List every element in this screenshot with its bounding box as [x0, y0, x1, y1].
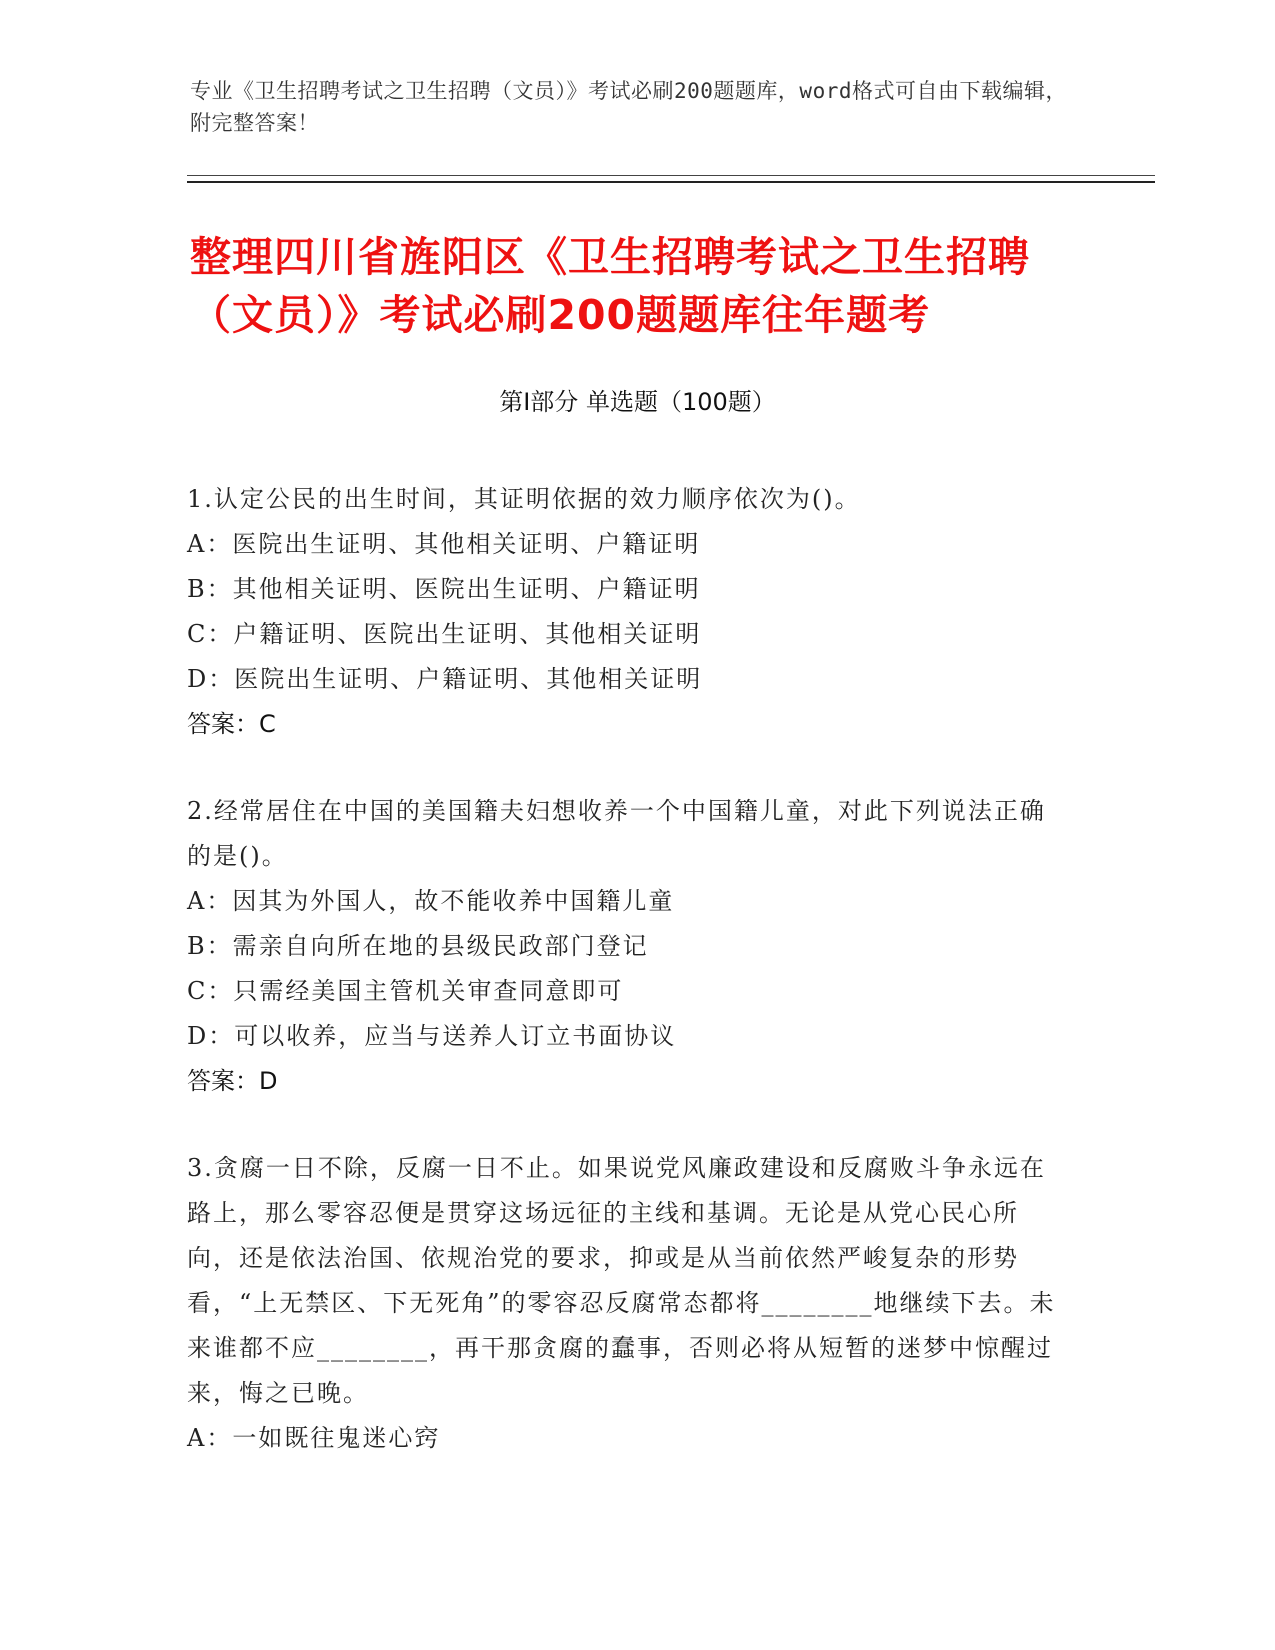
option-c: C：户籍证明、医院出生证明、其他相关证明	[187, 620, 702, 648]
question-stem: 2.经常居住在中国的美国籍夫妇想收养一个中国籍儿童，对此下列说法正确的是()。	[187, 797, 1046, 870]
question-stem: 3.贪腐一日不除，反腐一日不止。如果说党风廉政建设和反腐败斗争永远在路上，那么零容忍便是贯穿这场远征的主线和基调。无论是从党心民心所向，还是依法治国、依规治党的要求，抑或是从当前依然严峻复杂的形势看，“上无禁区、下无死角”的零容忍反腐常态都将________地继续下去。未来谁都不应________，再干那贪腐的蠢事，否则必将从短暂的迷梦中惊醒过来，悔之已晚。	[187, 1154, 1056, 1407]
option-d: D：可以收养，应当与送养人订立书面协议	[187, 1022, 677, 1050]
header-note: 专业《卫生招聘考试之卫生招聘（文员）》考试必刷200题题库，word格式可自由下载编辑，附完整答案！	[190, 79, 1067, 135]
option-b: B：需亲自向所在地的县级民政部门登记	[187, 932, 649, 960]
option-a: A：一如既往鬼迷心窍	[187, 1424, 441, 1452]
question-3	[187, 1146, 1067, 1461]
answer: 答案：D	[187, 1067, 278, 1095]
question-stem: 1.认定公民的出生时间，其证明依据的效力顺序依次为()。	[187, 485, 861, 513]
question-list	[187, 477, 1067, 1503]
option-a: A：医院出生证明、其他相关证明、户籍证明	[187, 530, 701, 558]
option-c: C：只需经美国主管机关审查同意即可	[187, 977, 624, 1005]
option-d: D：医院出生证明、户籍证明、其他相关证明	[187, 665, 703, 693]
question-1	[187, 477, 1067, 747]
answer: 答案：C	[187, 710, 276, 738]
header-divider-thin	[187, 175, 1155, 176]
document-title: 整理四川省旌阳区《卫生招聘考试之卫生招聘（文员）》考试必刷200题题库往年题考	[190, 233, 1030, 339]
option-a: A：因其为外国人，故不能收养中国籍儿童	[187, 887, 675, 915]
option-b: B：其他相关证明、医院出生证明、户籍证明	[187, 575, 701, 603]
question-2	[187, 789, 1067, 1104]
section-heading: 第I部分 单选题（100题）	[499, 388, 776, 416]
header-divider-thick	[187, 181, 1155, 183]
